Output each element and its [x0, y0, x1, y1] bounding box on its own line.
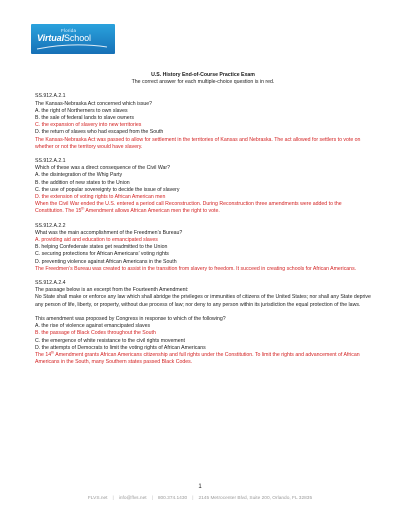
standard-code: SS.912.A.2.1: [35, 158, 66, 165]
question-passage: No State shall make or enforce any law which shall abridge the privileges or immunities of citizens of the United States; nor shall any State deprive any person of life, liberty, or property, without due process of law; nor deny to any person within its jurisdiction the equal protection of the laws.: [35, 294, 371, 308]
answer-option: B. the addition of new states to the Union: [35, 179, 130, 186]
page-number: 1: [198, 484, 202, 490]
question-block: [35, 280, 371, 366]
answer-option: C. the emergence of white resistance to the civil rights movement: [35, 337, 185, 344]
florida-virtual-school-logo: [31, 24, 115, 54]
logo-swoosh-icon: [35, 44, 109, 50]
answer-option: D. preventing violence against African Americans in the South: [35, 258, 177, 265]
answer-option: C. the use of popular sovereignty to decide the issue of slavery: [35, 186, 180, 193]
question-text: Which of these was a direct consequence of the Civil War?: [35, 165, 171, 172]
exam-content: [35, 72, 371, 374]
page-footer: FLVS.net | info@flvs.net | 800.374.1430 | 2145 Metrocenter Blvd, Suite 200, Orlando, FL 32835: [87, 496, 313, 501]
page-title: U.S. History End-of-Course Practice Exam: [151, 72, 255, 78]
logo-wordmark: VirtualSchool: [37, 33, 91, 43]
answer-option: D. the attempts of Democrats to limit the voting rights of African Americans: [35, 344, 206, 351]
question-text: The Kansas-Nebraska Act concerned which issue?: [35, 100, 153, 107]
footer-phone: 800.374.1430: [157, 496, 188, 501]
answer-option-correct: D. the extension of voting rights to African American men: [35, 194, 166, 201]
answer-option: B. the sale of federal lands to slave owners: [35, 115, 134, 122]
standard-code: SS.912.A.2.1: [35, 93, 66, 100]
answer-explanation: When the Civil War ended the U.S. entered a period call Reconstruction. During Reconstruction three amendments were added to the Constitution. The 15th Amendment allows African American men the right to vote.: [35, 201, 342, 215]
footer-site-link[interactable]: FLVS.net: [87, 496, 108, 501]
answer-option: C. securing protections for African Americans’ voting rights: [35, 251, 169, 258]
question-text: The passage below is an excerpt from the Fourteenth Amendment:: [35, 287, 189, 294]
answer-option: A. the rise of violence against emancipated slaves: [35, 323, 151, 330]
question-block: [35, 93, 371, 151]
answer-option: B. helping Confederate states get readmitted to the Union: [35, 244, 168, 251]
answer-explanation: The Freedmen’s Bureau was created to assist in the transition from slavery to freedom. It succeed in creating schools for African Americans.: [35, 265, 357, 272]
answer-explanation: The Kansas-Nebraska Act was passed to allow for settlement in the territories of Kansas and Nebraska. The act allowed for settlers to vote on whether or not the territory would have slavery.: [35, 136, 361, 150]
question-block: [35, 223, 371, 273]
standard-code: SS.912.A.2.2: [35, 222, 66, 229]
answer-option-correct: A. providing aid and education to emancipated slaves: [35, 237, 158, 244]
footer-address: 2145 Metrocenter Blvd, Suite 200, Orlando, FL 32835: [198, 496, 313, 501]
question-passage: This amendment was proposed by Congress in response to which of the following?: [35, 316, 226, 323]
answer-option: D. the return of slaves who had escaped from the South: [35, 129, 164, 136]
logo-florida-text: Florida: [61, 28, 77, 33]
footer-email-link[interactable]: info@flvs.net: [118, 496, 147, 501]
question-block: [35, 158, 371, 216]
answer-option-correct: B. the passage of Black Codes throughout the South: [35, 330, 156, 337]
answer-option: A. the right of Northerners to own slaves: [35, 107, 128, 114]
answer-option: A. the disintegration of the Whig Party: [35, 172, 123, 179]
answer-explanation: The 14th Amendment grants African Americans citizenship and full rights under the Constitution. To limit the rights and advancement of African Americans in the South, many Southern states passed Black Codes.: [35, 350, 360, 366]
standard-code: SS.912.A.2.4: [35, 280, 66, 287]
question-passage: [35, 309, 371, 316]
question-text: What was the main accomplishment of the Freedmen’s Bureau?: [35, 229, 183, 236]
question-list: [35, 93, 371, 366]
answer-option-correct: C. the expansion of slavery into new territories: [35, 122, 142, 129]
page-subtitle: The correct answer for each multiple-choice question is in red.: [131, 79, 275, 86]
